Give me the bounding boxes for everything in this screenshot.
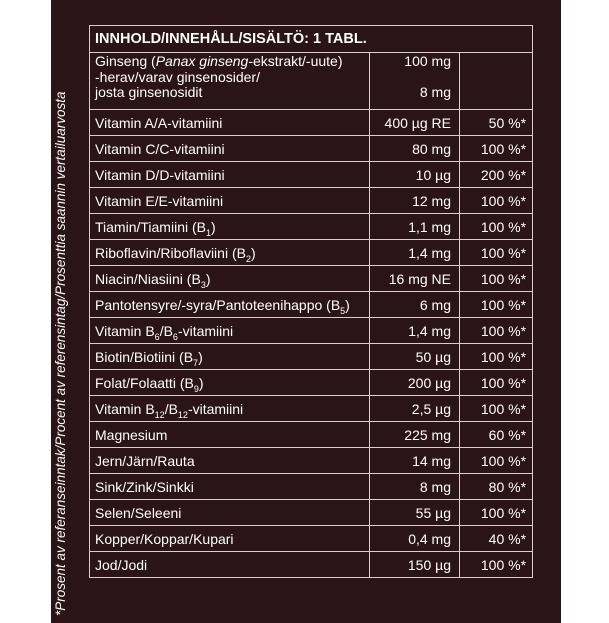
nutrient-name: Vitamin A/A-vitamiini bbox=[90, 110, 370, 136]
reference-intake-footnote: *Prosent av referanseinntak/Procent av referensintag/Prosenttia saannin vertailuarvosta bbox=[53, 91, 68, 616]
nutrient-amount: 50 µg bbox=[370, 344, 460, 370]
table-row bbox=[90, 344, 533, 370]
nutrient-name: Jod/Jodi bbox=[90, 552, 370, 578]
nutrient-amount: 10 µg bbox=[370, 162, 460, 188]
table-row bbox=[90, 188, 533, 214]
table-row bbox=[90, 214, 533, 240]
nutrient-amount: 16 mg NE bbox=[370, 266, 460, 292]
table-row bbox=[90, 136, 533, 162]
table-header-row bbox=[90, 26, 533, 53]
nutrient-percent: 100 %* bbox=[460, 266, 533, 292]
table-row bbox=[90, 162, 533, 188]
table-row bbox=[90, 396, 533, 422]
ginseng-line-3: josta ginsenosidit bbox=[95, 84, 203, 100]
nutrient-amount: 400 µg RE bbox=[370, 110, 460, 136]
nutrient-name: Vitamin E/E-vitamiini bbox=[90, 188, 370, 214]
nutrient-amount: 150 µg bbox=[370, 552, 460, 578]
nutrient-percent: 100 %* bbox=[460, 448, 533, 474]
table-row bbox=[90, 526, 533, 552]
nutrient-name: Selen/Seleeni bbox=[90, 500, 370, 526]
nutrient-percent: 100 %* bbox=[460, 136, 533, 162]
nutrient-name: Vitamin D/D-vitamiini bbox=[90, 162, 370, 188]
nutrient-percent: 100 %* bbox=[460, 292, 533, 318]
nutrient-percent: 100 %* bbox=[460, 500, 533, 526]
nutrient-percent: 100 %* bbox=[460, 240, 533, 266]
nutrient-name: Magnesium bbox=[90, 422, 370, 448]
nutrient-percent: 100 %* bbox=[460, 552, 533, 578]
nutrient-amount: 8 mg bbox=[370, 474, 460, 500]
nutrient-name: Biotin/Biotiini $(B_7)$ bbox=[90, 344, 370, 370]
nutrient-name: Vitamin $B_{12}/B_{12}$-vitamiini bbox=[90, 396, 370, 422]
ginseng-line-2: -herav/varav ginsenosider/ bbox=[95, 68, 260, 85]
ginseng-name-suffix: -ekstrakt/-uute) bbox=[248, 53, 343, 69]
nutrient-name: Kopper/Koppar/Kupari bbox=[90, 526, 370, 552]
nutrient-percent: 100 %* bbox=[460, 344, 533, 370]
table-row bbox=[90, 474, 533, 500]
nutrient-amount: 0,4 mg bbox=[370, 526, 460, 552]
nutrient-percent: 100 %* bbox=[460, 370, 533, 396]
nutrient-name: Pantotensyre/-syra/Pantoteenihappo $(B_5)$ bbox=[90, 292, 370, 318]
nutrient-percent: 100 %* bbox=[460, 214, 533, 240]
nutrient-name: Sink/Zink/Sinkki bbox=[90, 474, 370, 500]
nutrient-name: Vitamin $B_6/B_6$-vitamiini bbox=[90, 318, 370, 344]
nutrient-name: Jern/Järn/Rauta bbox=[90, 448, 370, 474]
table-row bbox=[90, 422, 533, 448]
nutrient-amount: 200 µg bbox=[370, 370, 460, 396]
ginsenoside-amount: 8 mg bbox=[419, 84, 451, 100]
nutrient-percent: 80 %* bbox=[460, 474, 533, 500]
table-row bbox=[90, 370, 533, 396]
nutrient-amount: 2,5 µg bbox=[370, 396, 460, 422]
nutrient-name: Folat/Folaatti $(B_9)$ bbox=[90, 370, 370, 396]
nutrient-amount: 80 mg bbox=[370, 136, 460, 162]
table-row bbox=[90, 318, 533, 344]
ginseng-row bbox=[90, 53, 533, 110]
nutrient-amount: 55 µg bbox=[370, 500, 460, 526]
nutrient-name: Vitamin C/C-vitamiini bbox=[90, 136, 370, 162]
ginseng-latin-name: Panax ginseng bbox=[155, 53, 249, 69]
nutrient-amount: 6 mg bbox=[370, 292, 460, 318]
nutrient-percent: 200 %* bbox=[460, 162, 533, 188]
nutrient-percent: 100 %* bbox=[460, 318, 533, 344]
table-row bbox=[90, 500, 533, 526]
ginseng-pct-cell bbox=[460, 53, 533, 110]
nutrient-percent: 50 %* bbox=[460, 110, 533, 136]
nutrient-percent: 40 %* bbox=[460, 526, 533, 552]
table-row bbox=[90, 552, 533, 578]
nutrient-amount: 225 mg bbox=[370, 422, 460, 448]
ginseng-name-cell bbox=[90, 53, 370, 110]
table-header: INNHOLD/INNEHÅLL/SISÄLTÖ: 1 TABL. bbox=[90, 26, 533, 53]
nutrient-percent: 100 %* bbox=[460, 396, 533, 422]
nutrient-amount: 1,4 mg bbox=[370, 318, 460, 344]
table-row bbox=[90, 448, 533, 474]
nutrient-amount: 1,4 mg bbox=[370, 240, 460, 266]
nutrient-name: Tiamin/Tiamiini $(B_1)$ bbox=[90, 214, 370, 240]
nutrient-name: Riboflavin/Riboflaviini $(B_2)$ bbox=[90, 240, 370, 266]
nutrient-amount: 12 mg bbox=[370, 188, 460, 214]
table-row bbox=[90, 292, 533, 318]
table-row bbox=[90, 266, 533, 292]
ginseng-amount: 100 mg bbox=[404, 53, 451, 69]
nutrient-amount: 14 mg bbox=[370, 448, 460, 474]
nutrient-amount: 1,1 mg bbox=[370, 214, 460, 240]
table-row bbox=[90, 110, 533, 136]
nutrition-table bbox=[89, 25, 533, 578]
ginseng-amount-cell bbox=[370, 53, 460, 110]
nutrient-percent: 100 %* bbox=[460, 188, 533, 214]
nutrient-percent: 60 %* bbox=[460, 422, 533, 448]
nutrient-name: Niacin/Niasiini $(B_3)$ bbox=[90, 266, 370, 292]
ginseng-name-prefix: Ginseng ( bbox=[95, 53, 156, 69]
table-row bbox=[90, 240, 533, 266]
